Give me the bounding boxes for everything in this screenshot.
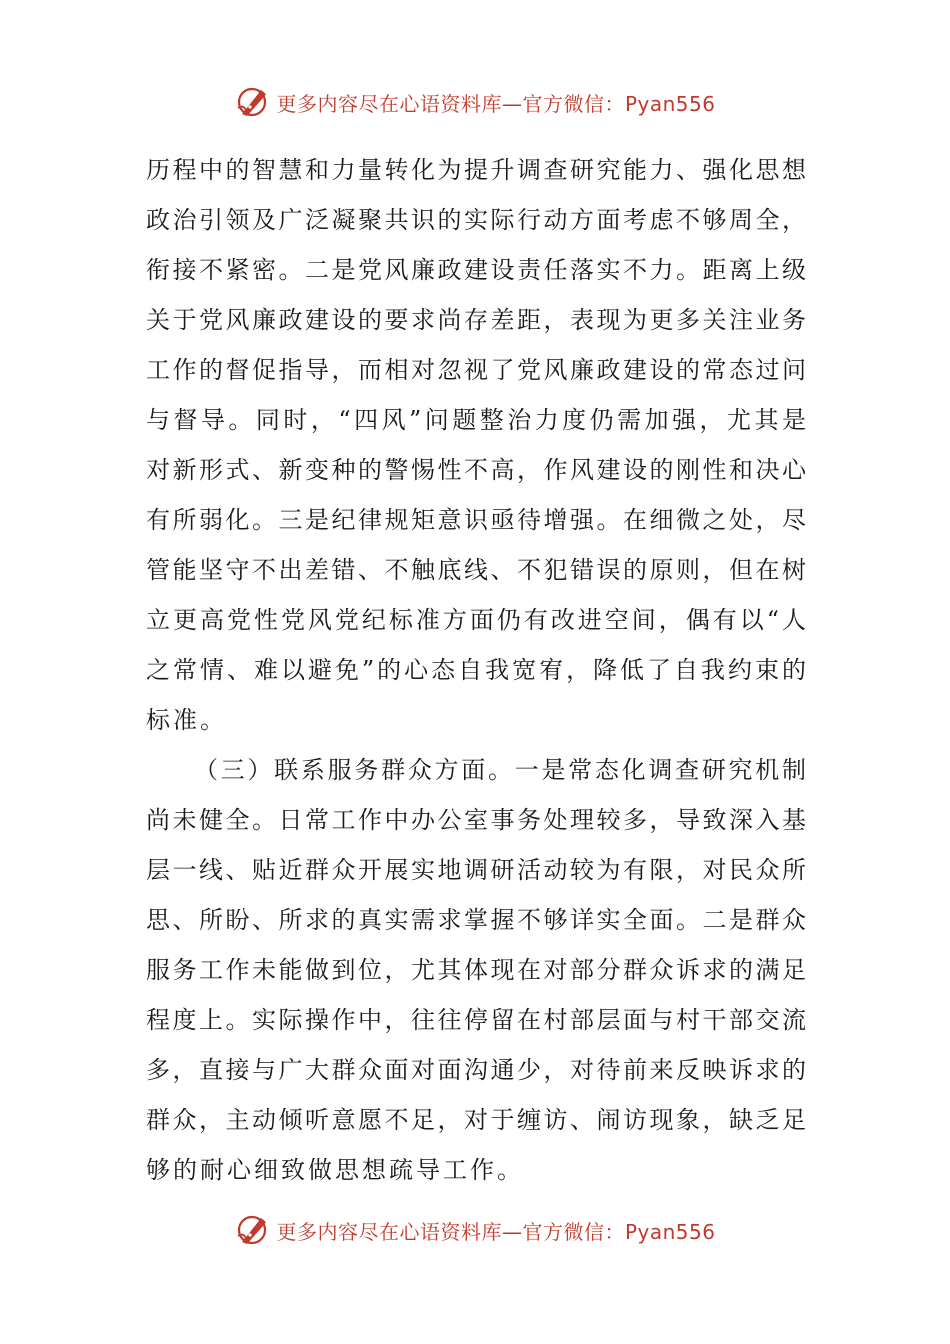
text-line: 立更高党性党风党纪标准方面仍有改进空间，偶有以“人 (146, 606, 806, 634)
text-line: 够的耐心细致做思想疏导工作。 (146, 1156, 524, 1184)
text-line: 衔接不紧密。二是党风廉政建设责任落实不力。距离上级 (146, 256, 806, 284)
text-line: 思、所盼、所求的真实需求掌握不够详实全面。二是群众 (146, 906, 806, 934)
text-line: 群众，主动倾听意愿不足，对于缠访、闹访现象，缺乏足 (146, 1106, 806, 1134)
text-line: 程度上。实际操作中，往往停留在村部层面与村干部交流 (146, 1006, 806, 1034)
text-line: 层一线、贴近群众开展实地调研活动较为有限，对民众所 (146, 856, 806, 884)
text-line: 服务工作未能做到位，尤其体现在对部分群众诉求的满足 (146, 956, 806, 984)
text-line: 多，直接与广大群众面对面沟通少，对待前来反映诉求的 (146, 1056, 806, 1084)
pen-nib-icon (234, 1212, 270, 1248)
text-line: 政治引领及广泛凝聚共识的实际行动方面考虑不够周全， (146, 206, 806, 234)
watermark-text: 更多内容尽在心语资料库—官方微信：Pyan556 (276, 91, 716, 116)
text-line: 历程中的智慧和力量转化为提升调查研究能力、强化思想 (146, 156, 806, 184)
text-line: 之常情、难以避免”的心态自我宽宥，降低了自我约束的 (146, 656, 806, 684)
watermark-text: 更多内容尽在心语资料库—官方微信：Pyan556 (276, 1219, 716, 1244)
text-line: 与督导。同时，“四风”问题整治力度仍需加强，尤其是 (146, 406, 806, 434)
text-line: 关于党风廉政建设的要求尚存差距，表现为更多关注业务 (146, 306, 806, 334)
text-line: 尚未健全。日常工作中办公室事务处理较多，导致深入基 (146, 806, 806, 834)
pen-nib-icon (234, 84, 270, 120)
text-line: 有所弱化。三是纪律规矩意识亟待增强。在细微之处，尽 (146, 506, 806, 534)
text-line: 对新形式、新变种的警惕性不高，作风建设的刚性和决心 (146, 456, 806, 484)
text-line: 标准。 (146, 706, 227, 734)
footer-watermark-banner (0, 1208, 950, 1252)
text-line: 管能坚守不出差错、不触底线、不犯错误的原则，但在树 (146, 556, 806, 584)
text-line: 工作的督促指导，而相对忽视了党风廉政建设的常态过问 (146, 356, 806, 384)
header-watermark-banner (0, 80, 950, 124)
section-heading-line: （三）联系服务群众方面。一是常态化调查研究机制 (194, 756, 806, 784)
